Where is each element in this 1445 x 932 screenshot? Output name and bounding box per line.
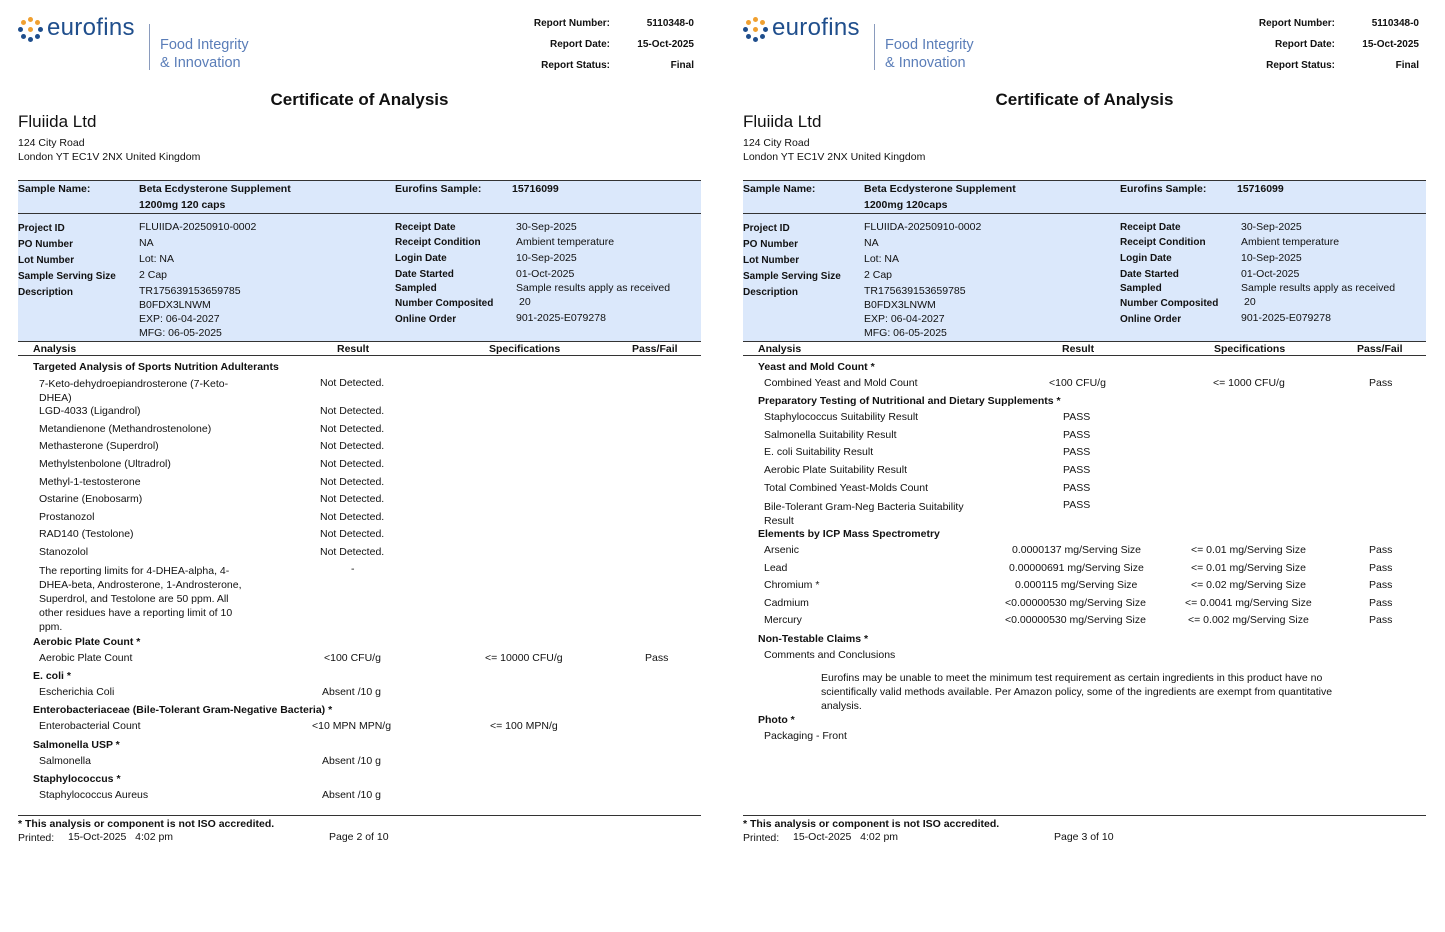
footnote: * This analysis or component is not ISO accredited. [18,818,275,830]
sample-name: Beta Ecdysterone Supplement [139,183,291,195]
eurofins-sample-id: 15716099 [512,183,559,195]
analysis-table-header: Analysis Result Specifications Pass/Fail [743,341,1426,356]
page-title: Certificate of Analysis [270,90,449,109]
report-page: eurofins Food Integrity & Innovation Report Number: 5110348-0 Report Date: 15-Oct-2025 Report Status: Final Certificate of Analysis Fluiida Ltd 124 City Road London YT EC1V 2NX United Kingdom Sample Name: Beta Ecdysterone Supplement 1200mg 120 caps Eurofins Sample: 15716099 Project ID PO Number Lot Number Sample Serving Size Description FLUIIDA-20250910-0002 NA Lot: NA 2 Cap TR175639153659785 B0FDX3LNWM EXP: 06-04-2027 MFG: 06-05-2025 Receipt Date Receipt Condition Login Date Date Started Sampled Number Composited Online Order 30-Sep-2025 Ambient temperature 10-Sep-2025 01-Oct-2025 Sample results apply as received 20 901-2025-E079278 Analysis Result Specifications Pass/Fail Targeted Analysis of Sports Nutrition Adulterants 7-Keto-dehydroepiandrosterone (7-Keto-DHEA) Not Detected. LGD-4033 (Ligandrol) Not Detected. Metandienone (Methandrostenolone) Not Detected. Methasterone (Superdrol) Not Detected. Methylstenbolone (Ultradrol) Not Detected. Methyl-1-testosterone Not Detected. Ostarine (Enobosarm) Not Detected. Prostanozol Not Detected. RAD140 (Testolone) Not Detected. Stanozolol Not Detected. The reporting limits for 4-DHEA-alpha, 4-DHEA-beta, Androsterone, 1-Androsterone, Superdrol, and Testolone are 50 ppm. All other residues have a reporting limit of 10 ppm. - Aerobic Plate Count * Aerobic Plate Count <100 CFU/g <= 10000 CFU/g Pass E. coli * Escherichia Coli Absent /10 g Enterobacteriaceae (Bile-Tolerant Gram-Negative Bacteria) * Enterobacterial Count <10 MPN MPN/g <= 100 MPN/g Salmonella USP * Salmonella Absent /10 g Staphylococcus * Staphylococcus Aureus Absent /10 g * This analysis or component is not ISO accredited. Printed: 15-Oct-2025 4:02 pm Page 2 of 10 [18,0,718,932]
sample-info-box: Sample Name: Beta Ecdysterone Supplement 1200mg 120 caps Eurofins Sample: 15716099 Project ID PO Number Lot Number Sample Serving Size Description FLUIIDA-20250910-0002 NA Lot: NA 2 Cap TR175639153659785 B0FDX3LNWM EXP: 06-04-2027 MFG: 06-05-2025 Receipt Date Receipt Condition Login Date Date Started Sampled Number Composited Online Order 30-Sep-2025 Ambient temperature 10-Sep-2025 01-Oct-2025 Sample results apply as received 20 901-2025-E079278 [18,180,701,342]
section-heading: Staphylococcus * [33,773,121,785]
report-status: Final [670,60,694,71]
brand-name: eurofins [47,14,135,41]
report-header: Report Number: 5110348-0 Report Date: 15-Oct-2025 Report Status: Final [1258,18,1419,71]
page-title: Certificate of Analysis [995,90,1174,109]
section-heading: Photo * [758,714,795,726]
tagline: Food Integrity & Innovation [885,37,974,71]
report-page: eurofins Food Integrity & Innovation Report Number: 5110348-0 Report Date: 15-Oct-2025 Report Status: Final Certificate of Analysis Fluiida Ltd 124 City Road London YT EC1V 2NX United Kingdom Sample Name: Beta Ecdysterone Supplement 1200mg 120caps Eurofins Sample: 15716099 Project ID PO Number Lot Number Sample Serving Size Description FLUIIDA-20250910-0002 NA Lot: NA 2 Cap TR175639153659785 B0FDX3LNWM EXP: 06-04-2027 MFG: 06-05-2025 Receipt Date Receipt Condition Login Date Date Started Sampled Number Composited Online Order 30-Sep-2025 Ambient temperature 10-Sep-2025 01-Oct-2025 Sample results apply as received 20 901-2025-E079278 Analysis Result Specifications Pass/Fail Yeast and Mold Count * Combined Yeast and Mold Count <100 CFU/g <= 1000 CFU/g Pass Preparatory Testing of Nutritional and Dietary Supplements * Staphylococcus Suitability Result PASS Salmonella Suitability Result PASS E. coli Suitability Result PASS Aerobic Plate Suitability Result PASS Total Combined Yeast-Molds Count PASS Bile-Tolerant Gram-Neg Bacteria Suitability Result PASS Elements by ICP Mass Spectrometry Arsenic 0.0000137 mg/Serving Size <= 0.01 mg/Serving Size Pass Lead 0.00000691 mg/Serving Size <= 0.01 mg/Serving Size Pass Chromium * 0.000115 mg/Serving Size <= 0.02 mg/Serving Size Pass Cadmium <0.00000530 mg/Serving Size <= 0.0041 mg/Serving Size Pass Mercury <0.00000530 mg/Serving Size <= 0.002 mg/Serving Size Pass Non-Testable Claims * Comments and Conclusions Eurofins may be unable to meet the minimum test requirement as certain ingredients in this product have no scientifically valid methods available. Per Amazon policy, some of the ingredients are exempt from quantitative analysis. Photo * Packaging - Front * This analysis or component is not ISO accredited. Printed: 15-Oct-2025 4:02 pm Page 3 of 10 [743,0,1443,932]
analysis-table-header: Analysis Result Specifications Pass/Fail [18,341,701,356]
company-name: Fluiida Ltd [743,112,822,131]
logo-dots-icon [743,17,769,43]
eurofins-logo [743,14,1003,84]
company-address: 124 City Road London YT EC1V 2NX United Kingdom [18,137,201,163]
footnote: * This analysis or component is not ISO accredited. [743,818,1000,830]
printed-date: 15-Oct-2025 4:02 pm [793,831,899,843]
tagline: Food Integrity & Innovation [160,37,249,71]
sample-info-box: Sample Name: Beta Ecdysterone Supplement 1200mg 120caps Eurofins Sample: 15716099 Project ID PO Number Lot Number Sample Serving Size Description FLUIIDA-20250910-0002 NA Lot: NA 2 Cap TR175639153659785 B0FDX3LNWM EXP: 06-04-2027 MFG: 06-05-2025 Receipt Date Receipt Condition Login Date Date Started Sampled Number Composited Online Order 30-Sep-2025 Ambient temperature 10-Sep-2025 01-Oct-2025 Sample results apply as received 20 901-2025-E079278 [743,180,1426,342]
section-heading: Non-Testable Claims * [758,633,869,645]
section-heading: E. coli * [33,670,71,682]
section-heading: Targeted Analysis of Sports Nutrition Adulterants [33,361,279,373]
company-address: 124 City Road London YT EC1V 2NX United Kingdom [743,137,926,163]
analysis-name: 7-Keto-dehydroepiandrosterone (7-Keto-DHEA) [39,378,229,404]
eurofins-sample-id: 15716099 [1237,183,1284,195]
section-heading: Yeast and Mold Count * [758,361,875,373]
section-heading: Aerobic Plate Count * [33,636,141,648]
report-number: 5110348-0 [646,18,694,29]
report-header: Report Number: 5110348-0 Report Date: 15-Oct-2025 Report Status: Final [533,18,694,71]
brand-name: eurofins [772,14,860,41]
eurofins-logo [18,14,278,84]
report-status: Final [1395,60,1419,71]
page-number: Page 2 of 10 [329,831,389,843]
report-number: 5110348-0 [1371,18,1419,29]
company-name: Fluiida Ltd [18,112,97,131]
report-date: 15-Oct-2025 [637,39,694,50]
comments-text: Eurofins may be unable to meet the minimum test requirement as certain ingredients in this product have no scientifically valid methods available. Per Amazon policy, some of the ingredients are exempt from quantitative analysis. [821,672,1333,712]
page-number: Page 3 of 10 [1054,831,1114,843]
section-heading: Elements by ICP Mass Spectrometry [758,528,940,540]
printed-date: 15-Oct-2025 4:02 pm [68,831,174,843]
sample-name: Beta Ecdysterone Supplement [864,183,1016,195]
section-heading: Preparatory Testing of Nutritional and Dietary Supplements * [758,395,1061,407]
logo-dots-icon [18,17,44,43]
section-heading: Enterobacteriaceae (Bile-Tolerant Gram-Negative Bacteria) * [33,704,333,716]
section-heading: Salmonella USP * [33,739,120,751]
report-date: 15-Oct-2025 [1362,39,1419,50]
